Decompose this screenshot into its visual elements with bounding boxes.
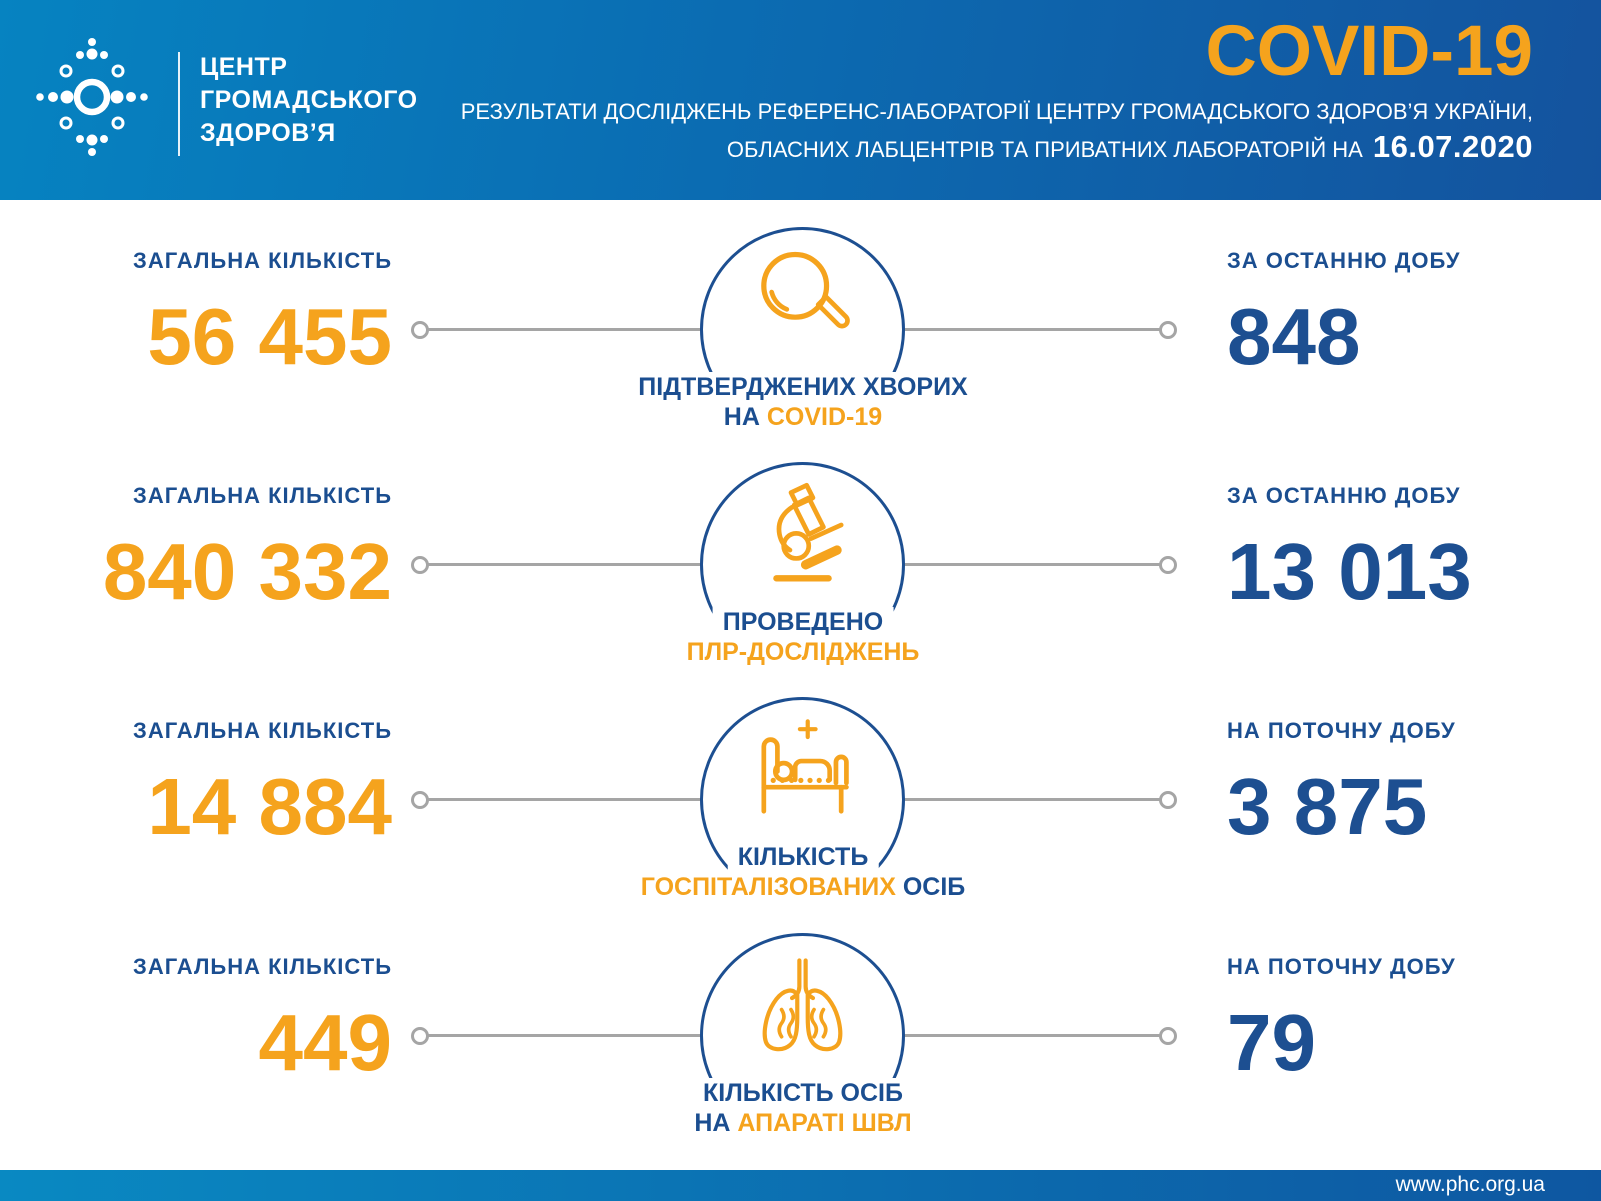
logo-text (200, 51, 418, 150)
daily-value: 13 013 (1227, 527, 1472, 616)
daily-block (1227, 954, 1601, 1087)
logo-line-2: ГРОМАДСЬКОГО (200, 86, 418, 114)
daily-block (1227, 718, 1601, 851)
header (0, 0, 1601, 200)
total-block (0, 483, 392, 616)
connector-ring-left (411, 791, 429, 809)
connector-ring-right (1159, 791, 1177, 809)
daily-block (1227, 483, 1601, 616)
icon-caption: КІЛЬКІСТЬ ГОСПІТАЛІЗОВАНИХ ОСІБ (631, 842, 976, 902)
connector-ring-right (1159, 1027, 1177, 1045)
magnifier-icon (745, 244, 860, 359)
total-block (0, 954, 392, 1087)
total-value: 56 455 (147, 292, 392, 381)
subtitle-line2-text: ОБЛАСНИХ ЛАБЦЕНТРІВ ТА ПРИВАТНИХ ЛАБОРАТОРІЙ НА (726, 137, 1363, 162)
daily-value: 3 875 (1227, 762, 1428, 851)
connector-ring-right (1159, 321, 1177, 339)
hospital-bed-icon (745, 714, 860, 829)
daily-label: ЗА ОСТАННЮ ДОБУ (1227, 248, 1461, 273)
phc-logo-icon (32, 37, 152, 157)
total-value: 840 332 (102, 527, 392, 616)
microscope-icon (745, 479, 860, 594)
logo-divider (178, 52, 180, 156)
logo-line-1: ЦЕНТР (200, 53, 288, 81)
daily-value: 848 (1227, 292, 1361, 381)
report-date: 16.07.2020 (1372, 129, 1533, 164)
icon-caption: ПІДТВЕРДЖЕНИХ ХВОРИХ НА COVID-19 (628, 372, 977, 432)
daily-value: 79 (1227, 998, 1316, 1087)
icon-caption: ПРОВЕДЕНО ПЛР-ДОСЛІДЖЕНЬ (677, 607, 930, 667)
logo-line-3: ЗДОРОВ’Я (200, 119, 336, 147)
daily-label: НА ПОТОЧНУ ДОБУ (1227, 954, 1456, 979)
website-url: www.phc.org.ua (1395, 1173, 1545, 1196)
total-value: 14 884 (147, 762, 392, 851)
covid-title: COVID-19 (1205, 12, 1533, 91)
subtitle-line1: РЕЗУЛЬТАТИ ДОСЛІДЖЕНЬ РЕФЕРЕНС-ЛАБОРАТОРІЇ ЦЕНТРУ ГРОМАДСЬКОГО ЗДОРОВ’Я УКРАЇНИ, (460, 99, 1533, 124)
connector-ring-right (1159, 556, 1177, 574)
total-value: 449 (258, 998, 392, 1087)
total-label: ЗАГАЛЬНА КІЛЬКІСТЬ (133, 483, 392, 508)
connector-ring-left (411, 556, 429, 574)
total-label: ЗАГАЛЬНА КІЛЬКІСТЬ (133, 954, 392, 979)
daily-label: НА ПОТОЧНУ ДОБУ (1227, 718, 1456, 743)
connector-ring-left (411, 321, 429, 339)
total-label: ЗАГАЛЬНА КІЛЬКІСТЬ (133, 718, 392, 743)
lungs-icon (745, 950, 860, 1065)
daily-block (1227, 248, 1601, 381)
total-block (0, 718, 392, 851)
daily-label: ЗА ОСТАННЮ ДОБУ (1227, 483, 1461, 508)
subtitle-line2 (727, 129, 1533, 165)
total-block (0, 248, 392, 381)
icon-caption: КІЛЬКІСТЬ ОСІБ НА АПАРАТІ ШВЛ (684, 1078, 921, 1138)
connector-ring-left (411, 1027, 429, 1045)
total-label: ЗАГАЛЬНА КІЛЬКІСТЬ (133, 248, 392, 273)
footer (0, 1170, 1601, 1201)
